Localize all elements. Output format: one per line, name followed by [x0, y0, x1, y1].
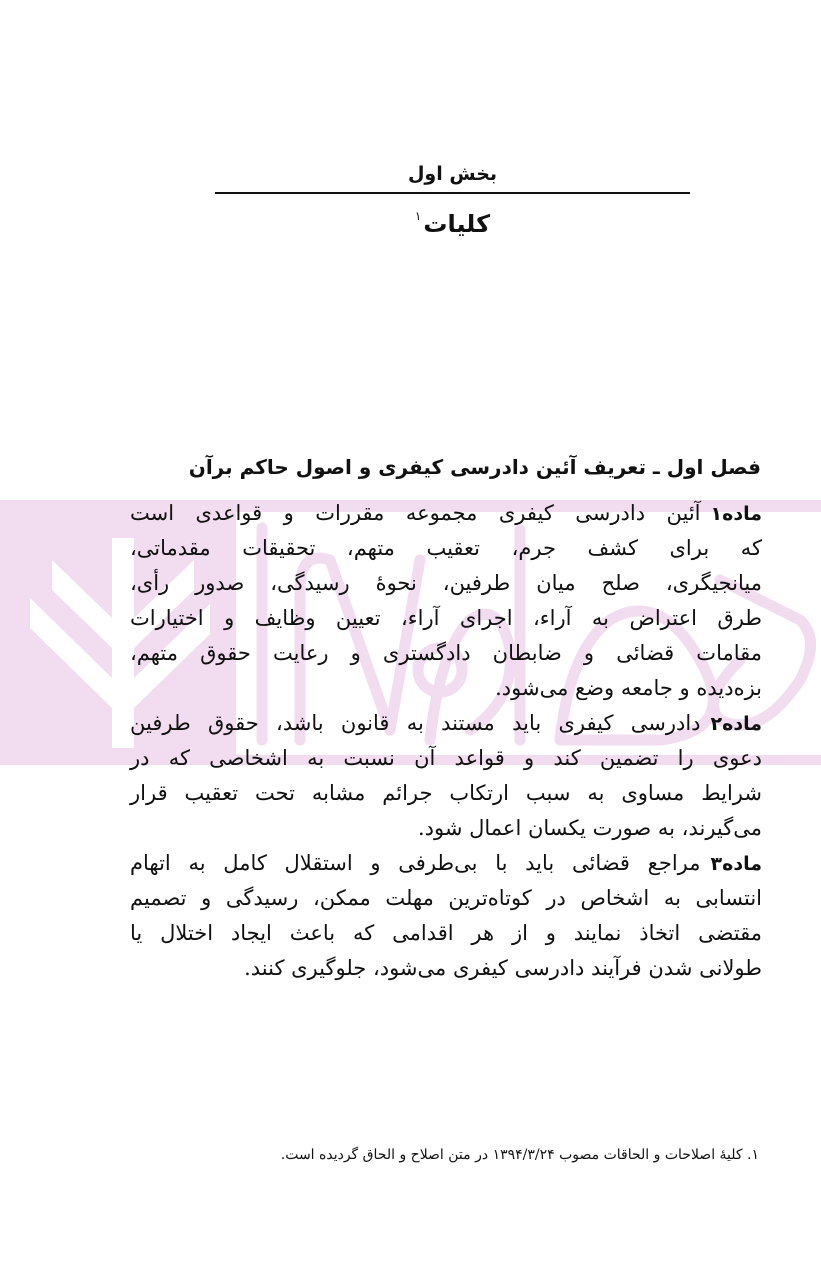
article-2-label: ماده۲	[710, 713, 762, 735]
chapter-title: فصل اول ـ تعریف آئین دادرسی کیفری و اصول حاکم برآن	[188, 455, 761, 479]
article-2-line-2: دعوی را تضمین کند و قواعد آن نسبت به اشخاصی که در	[130, 746, 762, 770]
article-3-line-2: انتسابی به اشخاص در کوتاه‌ترین مهلت ممکن، رسیدگی و تصمیم	[130, 886, 762, 910]
article-3-label: ماده۳	[710, 853, 762, 875]
section-title-text: کلیات	[423, 210, 491, 238]
section-title	[215, 198, 690, 242]
article-1-line-6: بزه‌دیده و جامعه وضع می‌شود.	[495, 676, 762, 700]
footnote-marker[interactable]: ۱	[414, 209, 422, 223]
articles-body	[130, 496, 762, 986]
header-divider	[215, 192, 690, 194]
article-3-line-3: مقتضی اتخاذ نمایند و از هر اقدامی که باعث ایجاد اختلال یا	[130, 921, 762, 945]
footnote: ۱. کلیهٔ اصلاحات و الحاقات مصوب ۱۳۹۴/۳/۲۴ در متن اصلاح و الحاق گردیده است.	[280, 1147, 759, 1163]
article-1-line-3: میانجیگری، صلح میان طرفین، نحوهٔ رسیدگی، صدور رأی،	[130, 571, 762, 595]
article-2-line-4: می‌گیرند، به صورت یکسان اعمال شود.	[417, 816, 762, 840]
article-1-line-5: مقامات قضائی و ضابطان دادگستری و رعایت حقوق متهم،	[130, 641, 762, 665]
article-1-line-1: ماده۱آئین دادرسی کیفری مجموعه مقررات و قواعدی است	[130, 501, 762, 525]
article-1-line-4: طرق اعتراض به آراء، اجرای آراء، تعیین وظایف و اختیارات	[130, 606, 762, 630]
article-3-line-4: طولانی شدن فرآیند دادرسی کیفری می‌شود، جلوگیری کنند.	[244, 956, 762, 980]
article-1-line-2: که برای کشف جرم، تعقیب متهم، تحقیقات مقدماتی،	[130, 536, 762, 560]
article-2-line-1: ماده۲دادرسی کیفری باید مستند به قانون باشد، حقوق طرفین	[130, 711, 762, 735]
article-2-line-3: شرایط مساوی به سبب ارتکاب جرائم مشابه تحت تعقیب قرار	[130, 781, 762, 805]
part-title: بخش اول	[407, 163, 498, 185]
article-3-line-1: ماده۳مراجع قضائی باید با بی‌طرفی و استقلال کامل به اتهام	[130, 851, 762, 875]
article-1-label: ماده۱	[710, 503, 762, 525]
